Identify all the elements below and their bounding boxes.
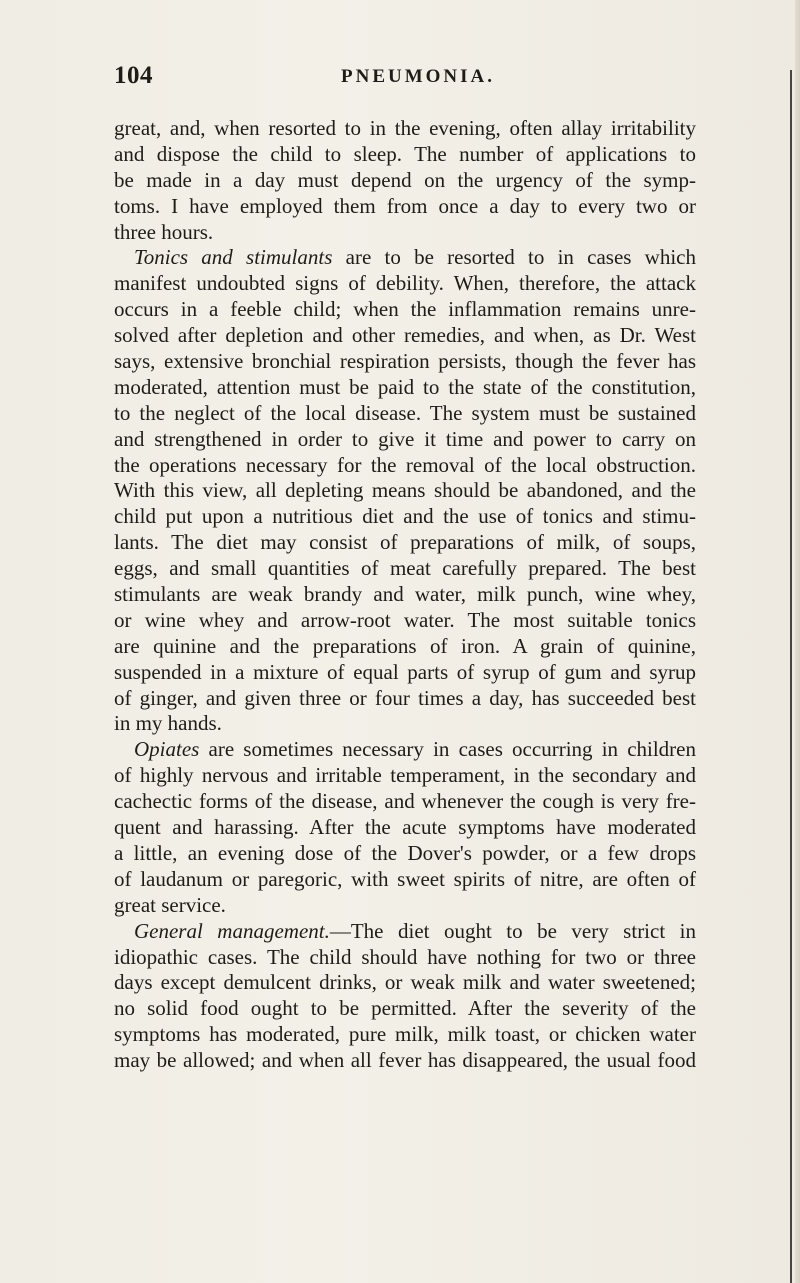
text-line: the operations necessary for the removal of the local obstruction. — [114, 452, 696, 477]
text-line-with-lead-in — [114, 737, 696, 763]
text-line: days except demulcent drinks, or weak milk and water sweetened; — [114, 970, 696, 995]
text-line: of highly nervous and irritable temperament, in the secondary and — [114, 763, 696, 788]
text-line: stimulants are weak brandy and water, milk punch, wine whey, — [114, 582, 696, 607]
text-line: —The diet ought to be very strict in — [329, 918, 696, 943]
text-line: are sometimes necessary in cases occurring in children — [208, 737, 696, 762]
text-line: may be allowed; and when all fever has disappeared, the usual food — [114, 1048, 696, 1073]
page-number: 104 — [114, 62, 153, 89]
text-line: to the neglect of the local disease. The system must be sustained — [114, 400, 696, 425]
text-line: three hours. — [114, 219, 214, 244]
text-line: symptoms has moderated, pure milk, milk toast, or chicken water — [114, 1022, 696, 1047]
text-line: of laudanum or paregoric, with sweet spirits of nitre, are often of — [114, 866, 696, 891]
text-line: occurs in a feeble child; when the inflammation remains unre- — [114, 297, 696, 322]
text-line: says, extensive bronchial respiration persists, though the fever has — [114, 349, 696, 374]
text-line: great, and, when resorted to in the evening, often allay irritability — [114, 116, 696, 140]
text-line: With this view, all depleting means should be abandoned, and the — [114, 478, 696, 503]
page-edge-line — [790, 70, 792, 1283]
text-line: no solid food ought to be permitted. After the severity of the — [114, 996, 696, 1021]
text-line: manifest undoubted signs of debility. When, therefore, the attack — [114, 271, 696, 296]
text-line: in my hands. — [114, 711, 222, 736]
lead-in-tonics: Tonics and stimulants — [134, 245, 333, 270]
body-text — [114, 116, 696, 1074]
running-head: PNEUMONIA. — [341, 66, 496, 87]
text-line: toms. I have employed them from once a day to every two or — [114, 193, 696, 218]
text-line: cachectic forms of the disease, and whenever the cough is very fre- — [114, 789, 696, 814]
text-line-with-lead-in — [114, 919, 696, 945]
text-line: idiopathic cases. The child should have nothing for two or three — [114, 944, 696, 969]
lead-in-general-management: General management. — [134, 918, 330, 943]
text-line: or wine whey and arrow-root water. The most suitable tonics — [114, 607, 696, 632]
text-line: are to be resorted to in cases which — [345, 245, 696, 270]
text-line: of ginger, and given three or four times a day, has succeeded best — [114, 685, 696, 710]
text-line: are quinine and the preparations of iron. A grain of quinine, — [114, 633, 696, 658]
text-line: quent and harassing. After the acute symptoms have moderated — [114, 815, 696, 840]
page-header — [114, 58, 694, 98]
text-line: eggs, and small quantities of meat carefully prepared. The best — [114, 556, 696, 581]
text-line: be made in a day must depend on the urgency of the symp- — [114, 167, 696, 192]
text-line: suspended in a mixture of equal parts of syrup of gum and syrup — [114, 659, 696, 684]
text-line: and strengthened in order to give it time and power to carry on — [114, 426, 696, 451]
lead-in-opiates: Opiates — [134, 737, 200, 762]
text-line: solved after depletion and other remedies, and when, as Dr. West — [114, 323, 696, 348]
text-line: moderated, attention must be paid to the state of the constitution, — [114, 374, 696, 399]
text-line: lants. The diet may consist of preparations of milk, of soups, — [114, 530, 696, 555]
page-edge-shadow — [795, 0, 800, 1283]
text-line: a little, an evening dose of the Dover's powder, or a few drops — [114, 840, 696, 865]
text-line: and dispose the child to sleep. The number of applications to — [114, 141, 696, 166]
text-line: child put upon a nutritious diet and the use of tonics and stimu- — [114, 504, 696, 529]
text-line-with-lead-in — [114, 245, 696, 271]
text-line: great service. — [114, 892, 226, 917]
